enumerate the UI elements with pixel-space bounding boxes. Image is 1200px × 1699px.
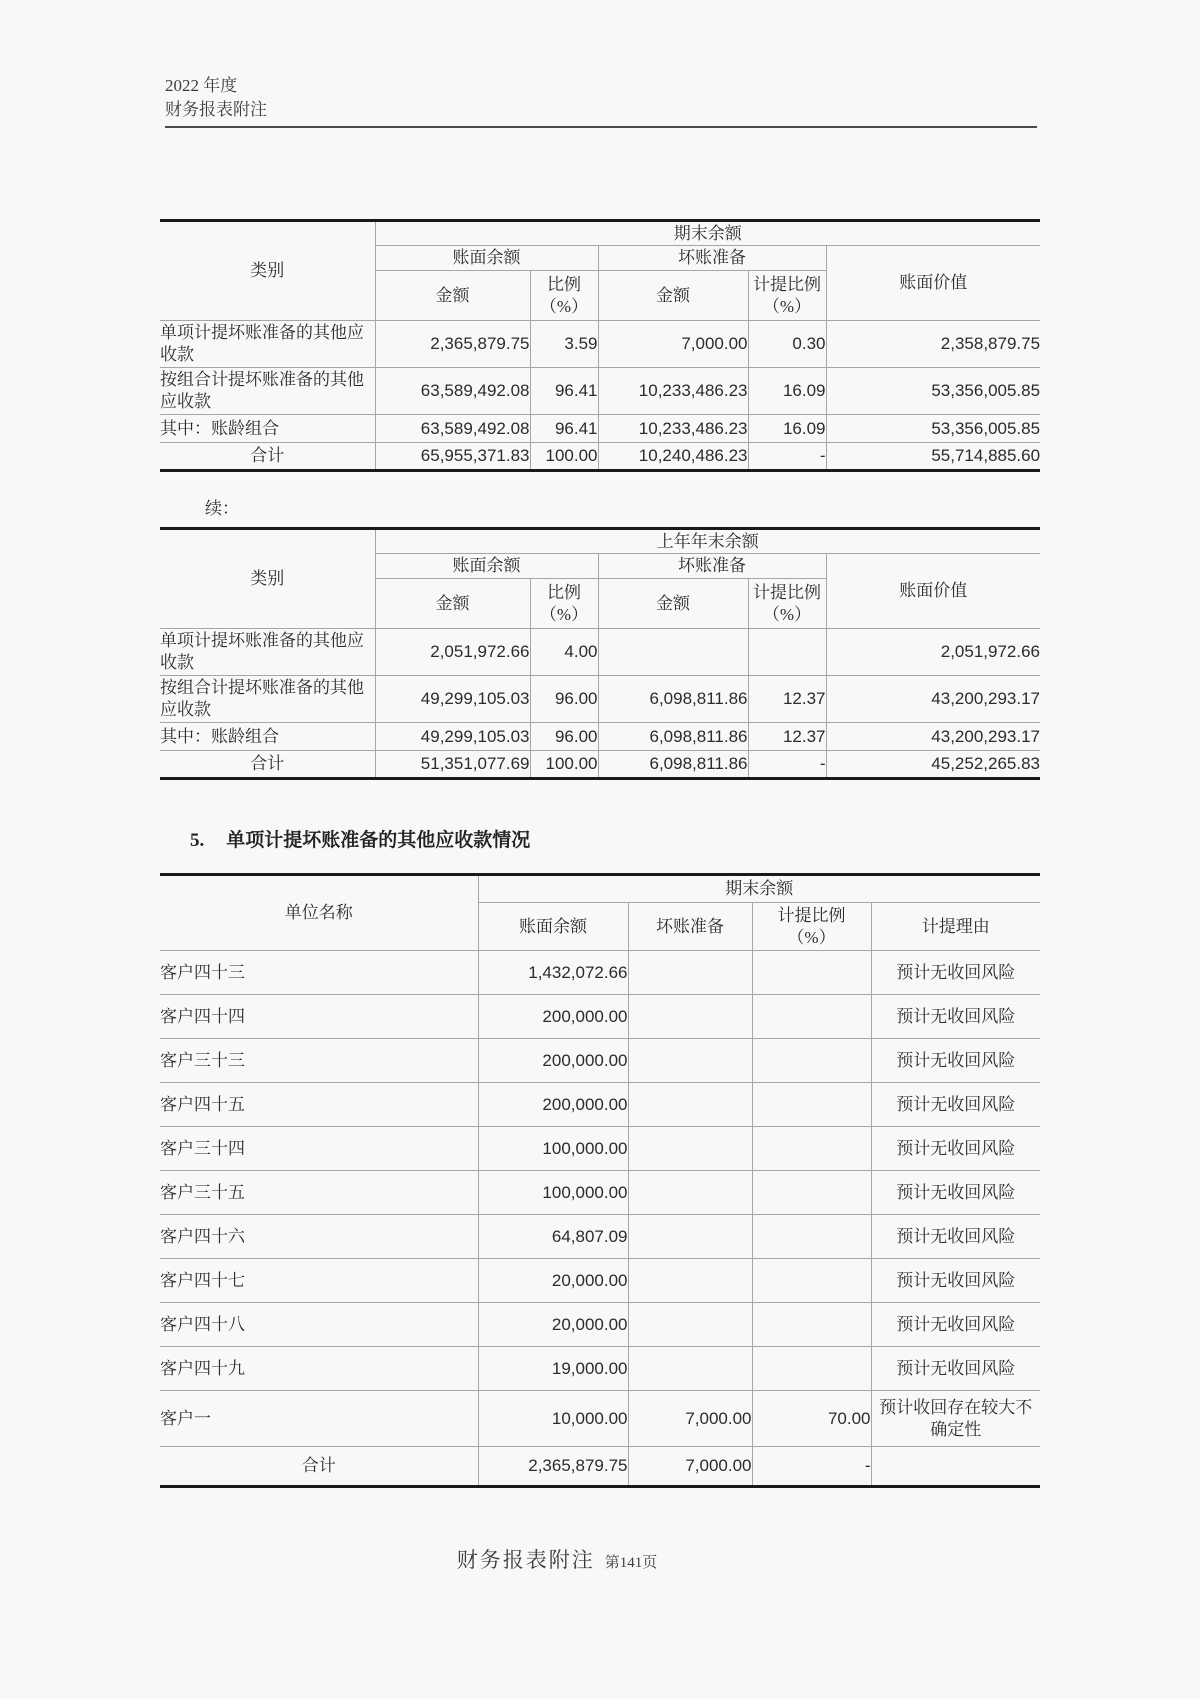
header-rule — [165, 126, 1037, 128]
provision-ratio-cell — [752, 1039, 871, 1083]
col-header-ratio — [530, 579, 598, 629]
bad-debt-cell — [628, 1171, 752, 1215]
provision-header-line2: （%） — [762, 604, 812, 624]
col-header-category: 类别 — [160, 529, 375, 629]
bad-debt-cell — [628, 1347, 752, 1391]
unit-name-cell: 客户四十六 — [160, 1215, 478, 1259]
col-header-bad-debt: 坏账准备 — [628, 903, 752, 951]
page-footer — [0, 1544, 1200, 1574]
bad-debt-amount-cell: 6,098,811.86 — [598, 676, 748, 723]
table-row — [160, 221, 1040, 246]
reason-cell: 预计收回存在较大不确定性 — [871, 1391, 1040, 1447]
table-row — [160, 1303, 1040, 1347]
table-total-row — [160, 1447, 1040, 1487]
table-row — [160, 415, 1040, 443]
table-row — [160, 995, 1040, 1039]
provision-ratio-cell — [752, 1171, 871, 1215]
provision-ratio-cell: - — [748, 443, 826, 471]
col-header-book-balance: 账面余额 — [375, 246, 598, 271]
amount-cell: 65,955,371.83 — [375, 443, 530, 471]
provision-ratio-cell — [752, 1259, 871, 1303]
table-row — [160, 1127, 1040, 1171]
col-header-book-balance: 账面余额 — [375, 554, 598, 579]
section-title: 单项计提坏账准备的其他应收款情况 — [226, 830, 531, 851]
amount-cell: 63,589,492.08 — [375, 368, 530, 415]
provision-header-line1: 计提比例 — [753, 274, 821, 294]
category-cell: 其中：账龄组合 — [160, 415, 375, 443]
col-header-book-value: 账面价值 — [826, 246, 1040, 321]
book-value-cell: 2,358,879.75 — [826, 321, 1040, 368]
book-value-cell: 43,200,293.17 — [826, 676, 1040, 723]
ratio-cell: 100.00 — [530, 751, 598, 779]
book-balance-cell: 2,365,879.75 — [478, 1447, 628, 1487]
book-value-cell: 45,252,265.83 — [826, 751, 1040, 779]
category-cell: 单项计提坏账准备的其他应收款 — [160, 321, 375, 368]
reason-cell — [871, 1447, 1040, 1487]
unit-name-cell: 客户三十三 — [160, 1039, 478, 1083]
bad-debt-cell — [628, 1039, 752, 1083]
book-balance-cell: 20,000.00 — [478, 1259, 628, 1303]
bad-debt-amount-cell: 7,000.00 — [598, 321, 748, 368]
reason-cell: 预计无收回风险 — [871, 1347, 1040, 1391]
col-header-provision-ratio — [748, 271, 826, 321]
unit-name-cell: 客户四十三 — [160, 951, 478, 995]
book-balance-cell: 19,000.00 — [478, 1347, 628, 1391]
table-individual-provision — [160, 873, 1040, 1488]
table-row — [160, 368, 1040, 415]
book-balance-cell: 200,000.00 — [478, 1083, 628, 1127]
book-balance-cell: 10,000.00 — [478, 1391, 628, 1447]
ratio-cell: 3.59 — [530, 321, 598, 368]
amount-cell: 2,051,972.66 — [375, 629, 530, 676]
table-row — [160, 1083, 1040, 1127]
reason-cell: 预计无收回风险 — [871, 1127, 1040, 1171]
provision-ratio-cell — [752, 1347, 871, 1391]
bad-debt-cell — [628, 1259, 752, 1303]
provision-ratio-cell: 70.00 — [752, 1391, 871, 1447]
provision-ratio-cell — [752, 1303, 871, 1347]
table-row — [160, 1259, 1040, 1303]
col-header-reason: 计提理由 — [871, 903, 1040, 951]
reason-cell: 预计无收回风险 — [871, 1039, 1040, 1083]
book-value-cell: 43,200,293.17 — [826, 723, 1040, 751]
provision-ratio-cell: - — [752, 1447, 871, 1487]
total-label-cell: 合计 — [160, 443, 375, 471]
bad-debt-amount-cell: 10,233,486.23 — [598, 415, 748, 443]
provision-ratio-cell: 16.09 — [748, 368, 826, 415]
bad-debt-amount-cell: 6,098,811.86 — [598, 723, 748, 751]
table-row — [160, 1039, 1040, 1083]
table-total-row — [160, 443, 1040, 471]
table-row — [160, 875, 1040, 903]
book-value-cell: 53,356,005.85 — [826, 368, 1040, 415]
unit-name-cell: 客户四十七 — [160, 1259, 478, 1303]
section-number: 5. — [190, 830, 205, 851]
amount-cell: 49,299,105.03 — [375, 676, 530, 723]
bad-debt-amount-cell — [598, 629, 748, 676]
document-page — [160, 0, 1041, 1488]
bad-debt-cell: 7,000.00 — [628, 1391, 752, 1447]
col-header-book-balance: 账面余额 — [478, 903, 628, 951]
ratio-cell: 96.00 — [530, 723, 598, 751]
provision-ratio-cell: 16.09 — [748, 415, 826, 443]
book-balance-cell: 20,000.00 — [478, 1303, 628, 1347]
provision-header-line1: 计提比例 — [777, 905, 846, 925]
header-title: 财务报表附注 — [165, 100, 267, 119]
unit-name-cell: 客户四十四 — [160, 995, 478, 1039]
book-value-cell: 53,356,005.85 — [826, 415, 1040, 443]
amount-cell: 51,351,077.69 — [375, 751, 530, 779]
book-value-cell: 55,714,885.60 — [826, 443, 1040, 471]
category-cell: 按组合计提坏账准备的其他应收款 — [160, 368, 375, 415]
bad-debt-cell — [628, 951, 752, 995]
category-cell: 单项计提坏账准备的其他应收款 — [160, 629, 375, 676]
provision-ratio-cell: 0.30 — [748, 321, 826, 368]
unit-name-cell: 客户一 — [160, 1391, 478, 1447]
ratio-cell: 96.41 — [530, 415, 598, 443]
provision-ratio-cell — [748, 629, 826, 676]
continuation-label: 续： — [205, 499, 239, 518]
section-heading — [190, 825, 1041, 852]
table-prior-period — [160, 527, 1040, 780]
bad-debt-cell — [628, 1215, 752, 1259]
provision-ratio-cell — [752, 1215, 871, 1259]
provision-ratio-cell: 12.37 — [748, 676, 826, 723]
bad-debt-amount-cell: 6,098,811.86 — [598, 751, 748, 779]
ratio-header-line2: （%） — [539, 296, 589, 316]
provision-ratio-cell — [752, 995, 871, 1039]
footer-page-number: 第141页 — [604, 1555, 658, 1571]
amount-cell: 63,589,492.08 — [375, 415, 530, 443]
ratio-header-line2: （%） — [539, 604, 589, 624]
provision-ratio-cell — [752, 1083, 871, 1127]
book-value-cell: 2,051,972.66 — [826, 629, 1040, 676]
book-balance-cell: 200,000.00 — [478, 995, 628, 1039]
col-header-amount: 金额 — [598, 579, 748, 629]
col-header-book-value: 账面价值 — [826, 554, 1040, 629]
book-balance-cell: 1,432,072.66 — [478, 951, 628, 995]
provision-header-line2: （%） — [787, 927, 836, 947]
provision-ratio-cell — [752, 1127, 871, 1171]
table-row — [160, 676, 1040, 723]
table-row — [160, 1347, 1040, 1391]
reason-cell: 预计无收回风险 — [871, 951, 1040, 995]
amount-cell: 2,365,879.75 — [375, 321, 530, 368]
col-header-provision-ratio — [752, 903, 871, 951]
book-balance-cell: 100,000.00 — [478, 1171, 628, 1215]
col-header-unit-name: 单位名称 — [160, 875, 478, 951]
unit-name-cell: 客户三十五 — [160, 1171, 478, 1215]
book-balance-cell: 200,000.00 — [478, 1039, 628, 1083]
col-header-bad-debt: 坏账准备 — [598, 554, 826, 579]
col-header-provision-ratio — [748, 579, 826, 629]
table-row — [160, 951, 1040, 995]
bad-debt-cell — [628, 1127, 752, 1171]
table-total-row — [160, 751, 1040, 779]
reason-cell: 预计无收回风险 — [871, 1083, 1040, 1127]
table-row — [160, 1215, 1040, 1259]
category-cell: 按组合计提坏账准备的其他应收款 — [160, 676, 375, 723]
table-row — [160, 321, 1040, 368]
reason-cell: 预计无收回风险 — [871, 1171, 1040, 1215]
provision-ratio-cell: - — [748, 751, 826, 779]
col-header-amount: 金额 — [375, 579, 530, 629]
bad-debt-cell — [628, 995, 752, 1039]
header-year: 2022 年度 — [165, 76, 238, 95]
ratio-header-line1: 比例 — [547, 582, 581, 602]
reason-cell: 预计无收回风险 — [871, 995, 1040, 1039]
reason-cell: 预计无收回风险 — [871, 1259, 1040, 1303]
provision-ratio-cell: 12.37 — [748, 723, 826, 751]
col-header-period: 期末余额 — [375, 221, 1040, 246]
ratio-cell: 96.41 — [530, 368, 598, 415]
book-balance-cell: 64,807.09 — [478, 1215, 628, 1259]
book-balance-cell: 100,000.00 — [478, 1127, 628, 1171]
amount-cell: 49,299,105.03 — [375, 723, 530, 751]
table-current-period — [160, 219, 1040, 472]
col-header-period: 期末余额 — [478, 875, 1040, 903]
total-label-cell: 合计 — [160, 1447, 478, 1487]
ratio-cell: 4.00 — [530, 629, 598, 676]
footer-title: 财务报表附注 — [456, 1548, 595, 1572]
table-row — [160, 629, 1040, 676]
table-row — [160, 723, 1040, 751]
bad-debt-cell — [628, 1083, 752, 1127]
unit-name-cell: 客户四十八 — [160, 1303, 478, 1347]
total-label-cell: 合计 — [160, 751, 375, 779]
col-header-category: 类别 — [160, 221, 375, 321]
unit-name-cell: 客户四十九 — [160, 1347, 478, 1391]
table-row — [160, 1391, 1040, 1447]
unit-name-cell: 客户四十五 — [160, 1083, 478, 1127]
col-header-ratio — [530, 271, 598, 321]
bad-debt-cell: 7,000.00 — [628, 1447, 752, 1487]
bad-debt-cell — [628, 1303, 752, 1347]
col-header-bad-debt: 坏账准备 — [598, 246, 826, 271]
ratio-header-line1: 比例 — [547, 274, 581, 294]
ratio-cell: 100.00 — [530, 443, 598, 471]
table-row — [160, 1171, 1040, 1215]
unit-name-cell: 客户三十四 — [160, 1127, 478, 1171]
provision-ratio-cell — [752, 951, 871, 995]
page-header — [165, 74, 1041, 122]
provision-header-line1: 计提比例 — [753, 582, 821, 602]
col-header-period: 上年年末余额 — [375, 529, 1040, 554]
reason-cell: 预计无收回风险 — [871, 1215, 1040, 1259]
col-header-amount: 金额 — [598, 271, 748, 321]
col-header-amount: 金额 — [375, 271, 530, 321]
ratio-cell: 96.00 — [530, 676, 598, 723]
bad-debt-amount-cell: 10,240,486.23 — [598, 443, 748, 471]
bad-debt-amount-cell: 10,233,486.23 — [598, 368, 748, 415]
table-row — [160, 529, 1040, 554]
provision-header-line2: （%） — [762, 296, 812, 316]
footer-text — [456, 1548, 658, 1572]
category-cell: 其中：账龄组合 — [160, 723, 375, 751]
reason-cell: 预计无收回风险 — [871, 1303, 1040, 1347]
